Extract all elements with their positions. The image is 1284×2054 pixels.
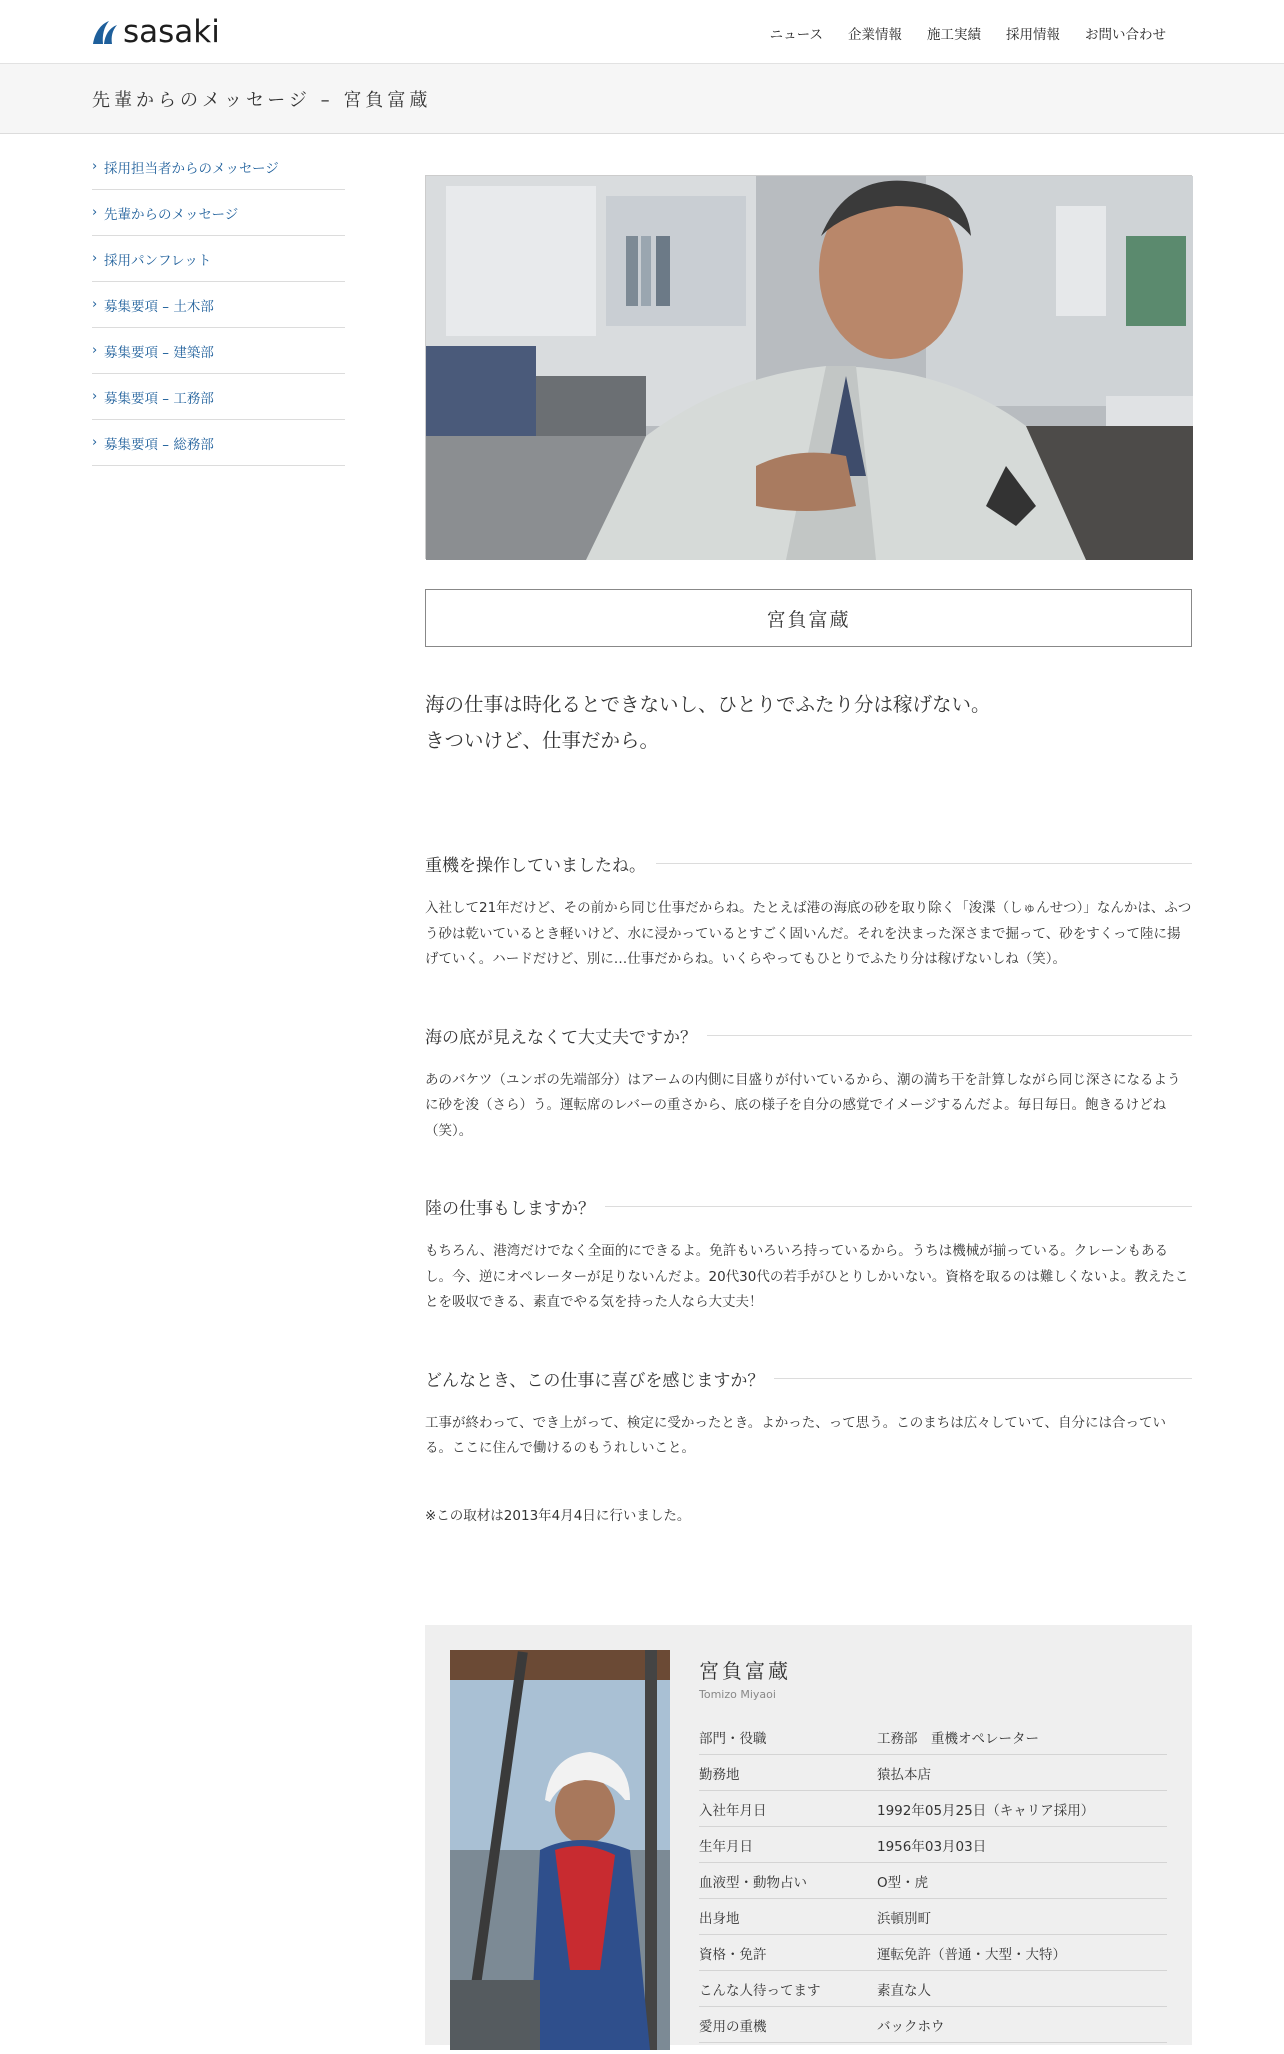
- profile-label: 資格・免許: [699, 1946, 767, 1963]
- sidebar-item-construction[interactable]: [92, 374, 345, 420]
- sidebar-item-label: 募集要項 – 工務部: [104, 390, 214, 407]
- profile-value: O型・虎: [877, 1874, 929, 1891]
- global-nav: [745, 23, 1166, 43]
- page-title: 先輩からのメッセージ – 宮負富蔵: [92, 90, 432, 111]
- chevron-right-icon: ›: [92, 297, 98, 312]
- sidebar-item-recruiter-message[interactable]: [92, 144, 345, 190]
- qa-section: [425, 1023, 1192, 1145]
- question-text: どんなとき、この仕事に喜びを感じますか？: [425, 1370, 765, 1391]
- qa-section: [425, 851, 1192, 973]
- profile-label: 生年月日: [699, 1838, 753, 1855]
- profile-value: 工務部 重機オペレーター: [877, 1730, 1039, 1747]
- operator-in-cab-image: [450, 1650, 670, 2050]
- profile-row: [699, 1827, 1167, 1863]
- logo[interactable]: [91, 16, 220, 48]
- heading-rule: [605, 1206, 1192, 1207]
- profile-row: [699, 1863, 1167, 1899]
- heading-rule: [707, 1035, 1192, 1036]
- sidebar-item-general-affairs[interactable]: [92, 420, 345, 466]
- profile-row: [699, 1719, 1167, 1755]
- lead-text: [425, 687, 1192, 759]
- qa-section: [425, 1366, 1192, 1462]
- profile-label: 出身地: [699, 1910, 740, 1927]
- heading-rule: [656, 863, 1192, 864]
- profile-value: 1956年03月03日: [877, 1838, 987, 1855]
- profile-label: こんな人待ってます: [699, 1982, 821, 1999]
- nav-item-works[interactable]: 施工実績: [927, 27, 981, 43]
- logo-text: sasaki: [123, 14, 220, 50]
- sidebar-item-label: 先輩からのメッセージ: [104, 206, 239, 223]
- profile-value: 素直な人: [877, 1982, 931, 1999]
- heading-rule: [774, 1378, 1192, 1379]
- nav-item-news[interactable]: ニュース: [769, 27, 823, 43]
- question-text: 陸の仕事もしますか？: [425, 1199, 595, 1219]
- sidebar-item-civil[interactable]: [92, 282, 345, 328]
- sidebar-item-pamphlet[interactable]: [92, 236, 345, 282]
- profile-value: 運転免許（普通・大型・大特）: [877, 1946, 1066, 1963]
- nav-item-contact[interactable]: お問い合わせ: [1085, 27, 1166, 43]
- page-title-bar: [0, 64, 1284, 134]
- profile-row: [699, 1791, 1167, 1827]
- sidebar-item-senior-message[interactable]: [92, 190, 345, 236]
- profile-value: 猿払本店: [877, 1766, 931, 1783]
- sidebar-item-label: 募集要項 – 土木部: [104, 298, 214, 315]
- profile-label: 入社年月日: [699, 1802, 767, 1819]
- question-text: 重機を操作していましたね。: [425, 856, 646, 876]
- profile-name: 宮負富蔵: [699, 1659, 791, 1683]
- qa-section: [425, 1194, 1192, 1316]
- profile-row: [699, 1755, 1167, 1791]
- profile-label: 血液型・動物占い: [699, 1874, 807, 1891]
- logo-mark-icon: [91, 18, 119, 46]
- interview-date-note: ※この取材は2013年4月4日に行いました。: [425, 1507, 691, 1524]
- profile-row: [699, 2007, 1167, 2043]
- profile-label: 勤務地: [699, 1766, 740, 1783]
- sidebar-item-label: 募集要項 – 建築部: [104, 344, 214, 361]
- chevron-right-icon: ›: [92, 251, 98, 266]
- question-text: 海の底が見えなくて大丈夫ですか？: [425, 1027, 697, 1048]
- office-scene-image: [426, 176, 1193, 560]
- question-heading: [425, 1023, 1192, 1048]
- nav-item-recruit[interactable]: 採用情報: [1006, 27, 1060, 43]
- answer-text: 工事が終わって、でき上がって、検定に受かったとき。よかった、って思う。このまちは広々していて、自分には合っている。ここに住んで働けるのもうれしいこと。: [425, 1414, 1167, 1456]
- nav-item-company[interactable]: 企業情報: [848, 27, 902, 43]
- lead-line: きついけど、仕事だから。: [425, 729, 660, 752]
- chevron-right-icon: ›: [92, 159, 98, 174]
- person-name-box: 宮負富蔵: [425, 589, 1192, 647]
- sidebar-item-architecture[interactable]: [92, 328, 345, 374]
- sidebar: [92, 144, 345, 466]
- question-heading: [425, 1366, 1192, 1391]
- chevron-right-icon: ›: [92, 343, 98, 358]
- profile-value: バックホウ: [877, 2018, 945, 2035]
- profile-row: [699, 1935, 1167, 1971]
- profile-table: [699, 1719, 1167, 2043]
- question-heading: [425, 851, 1192, 876]
- answer-text: 入社して21年だけど、その前から同じ仕事だからね。たとえば港の海底の砂を取り除く「浚渫（しゅんせつ）」なんかは、ふつう砂は乾いているとき軽いけど、水に浸かっているとすごく固いんだ。それを決まった深さまで掘って、砂をすくって陸に揚げていく。ハードだけど、別に…仕事だからね。いくらやってもひとりでふたり分は稼げないしね（笑）。: [425, 900, 1192, 967]
- chevron-right-icon: ›: [92, 389, 98, 404]
- sidebar-item-label: 採用パンフレット: [104, 252, 212, 269]
- question-heading: [425, 1194, 1192, 1219]
- profile-value: 浜頓別町: [877, 1910, 931, 1927]
- chevron-right-icon: ›: [92, 435, 98, 450]
- profile-row: [699, 1971, 1167, 2007]
- profile-photo: [450, 1650, 670, 2050]
- answer-text: あのバケツ（ユンボの先端部分）はアームの内側に目盛りが付いているから、潮の満ち干を計算しながら同じ深さになるように砂を浚（さら）う。運転席のレバーの重さから、底の様子を自分の感覚でイメージするんだよ。毎日毎日。飽きるけどね（笑）。: [425, 1071, 1181, 1139]
- profile-card: [425, 1625, 1192, 2045]
- profile-value: 1992年05月25日（キャリア採用）: [877, 1802, 1095, 1819]
- lead-line: 海の仕事は時化るとできないし、ひとりでふたり分は稼げない。: [425, 693, 991, 716]
- site-header: [0, 0, 1284, 64]
- main-content: [425, 175, 1192, 1524]
- profile-row: [699, 1899, 1167, 1935]
- sidebar-item-label: 採用担当者からのメッセージ: [104, 160, 279, 177]
- answer-text: もちろん、港湾だけでなく全面的にできるよ。免許もいろいろ持っているから。うちは機械が揃っている。クレーンもあるし。今、逆にオペレーターが足りないんだよ。20代30代の若手がひとりしかいない。資格を取るのは難しくないよ。教えたことを吸収できる、素直でやる気を持った人なら大丈夫！: [425, 1243, 1189, 1310]
- chevron-right-icon: ›: [92, 205, 98, 220]
- profile-label: 部門・役職: [699, 1730, 767, 1747]
- profile-label: 愛用の重機: [699, 2018, 767, 2035]
- profile-roman-name: Tomizo Miyaoi: [699, 1688, 776, 1701]
- sidebar-item-label: 募集要項 – 総務部: [104, 436, 214, 453]
- interview-photo: [425, 175, 1192, 559]
